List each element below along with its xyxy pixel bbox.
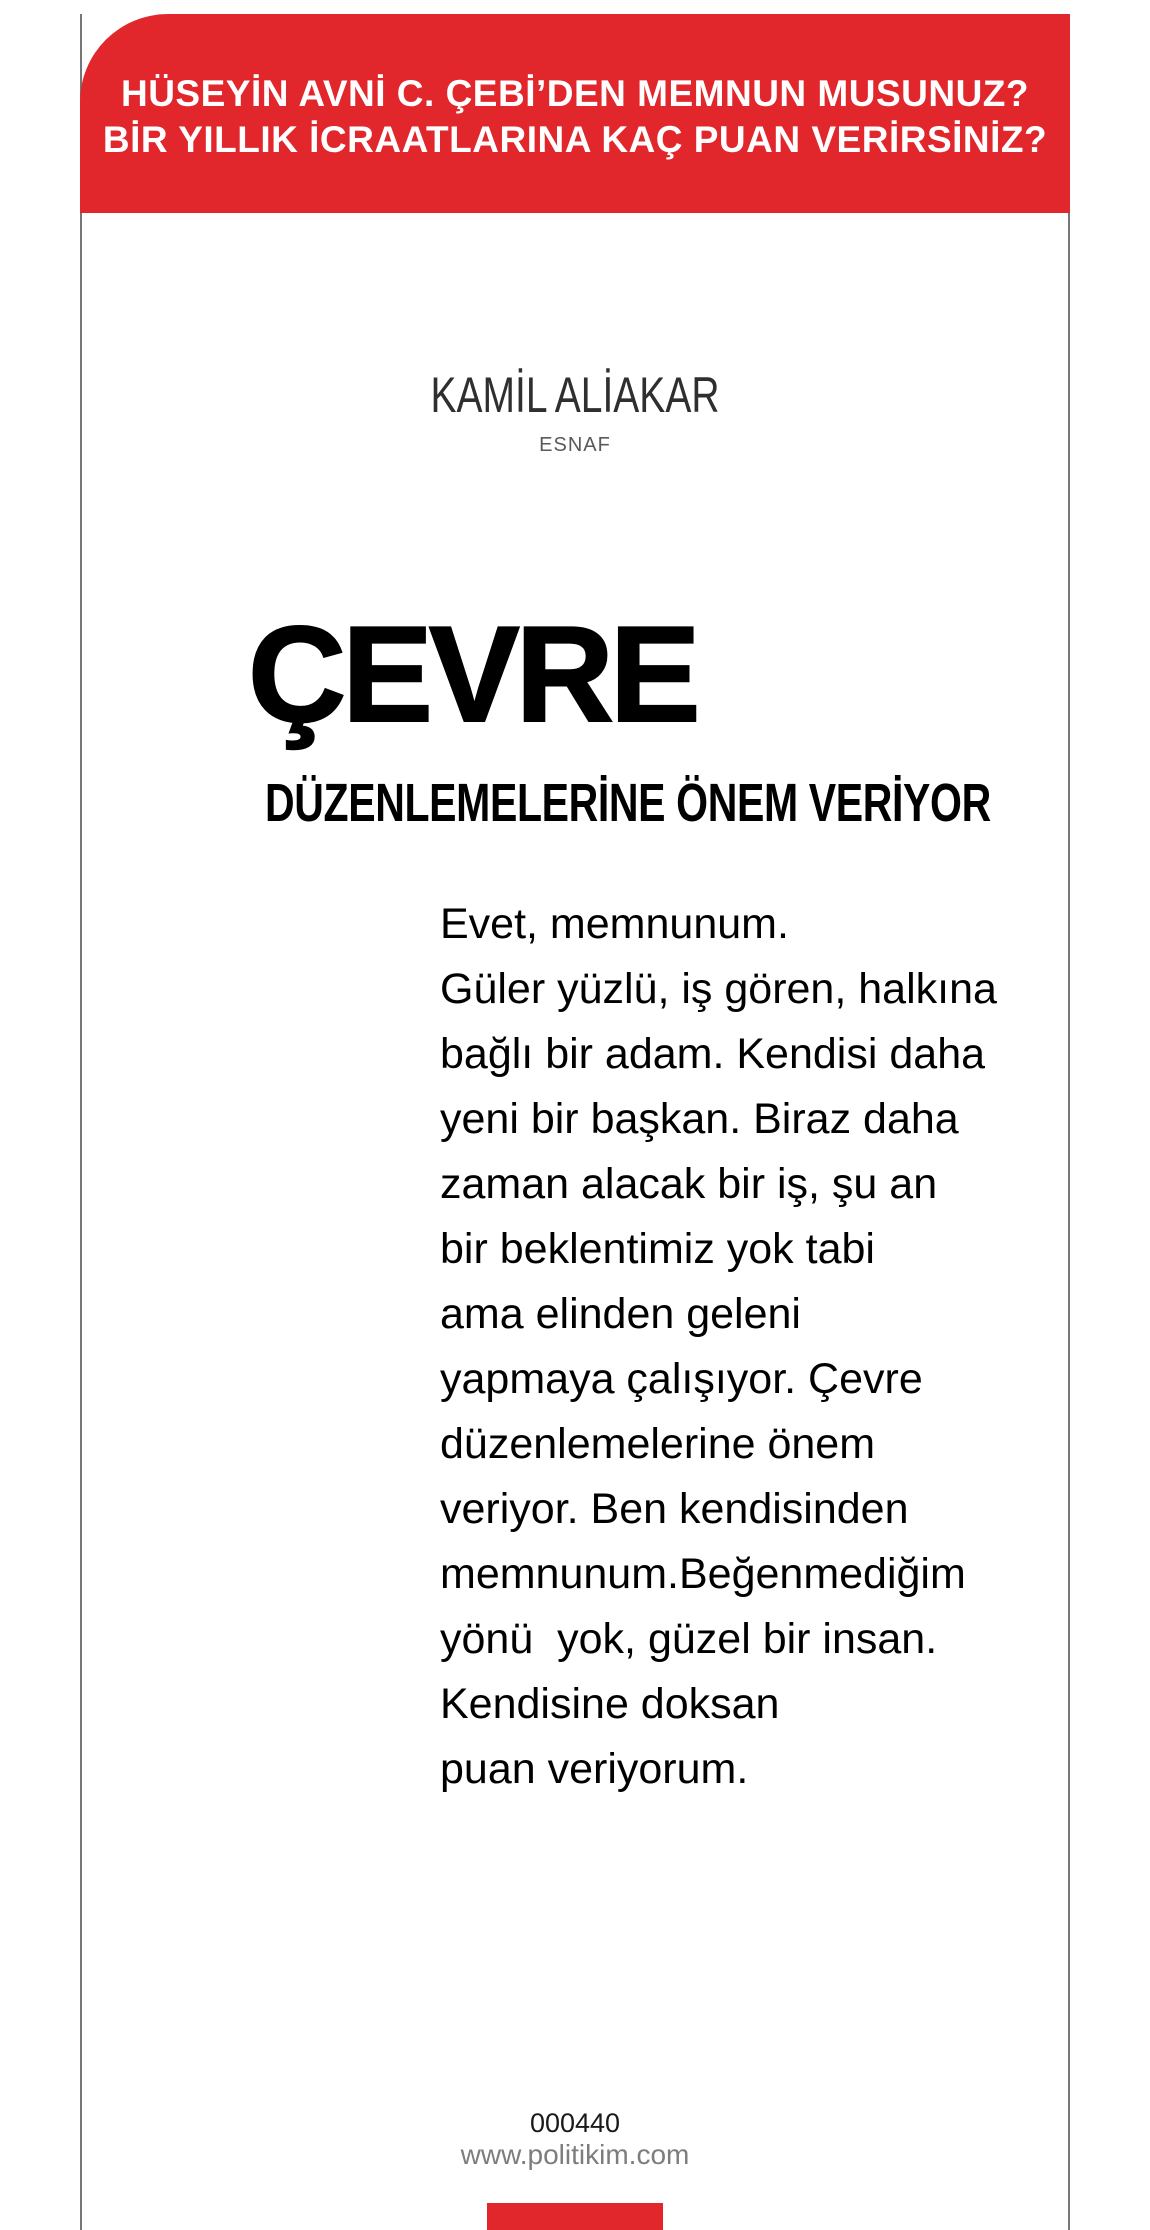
answer-text-line: bağlı bir adam. Kendisi daha — [440, 1030, 986, 1078]
answer-text-line: Güler yüzlü, iş gören, halkına — [440, 965, 997, 1013]
headline-title: ÇEVRE — [248, 598, 697, 750]
page-frame — [80, 14, 1070, 2230]
person-name: KAMİL ALİAKAR — [430, 367, 720, 423]
answer-text-line: Kendisine doksan — [440, 1680, 780, 1728]
bottom-red-tab — [487, 2203, 663, 2230]
headline-subtitle: DÜZENLEMELERİNE ÖNEM VERİYOR — [265, 773, 991, 833]
answer-text-line: ama elinden geleni — [440, 1290, 801, 1338]
answer-text-line: puan veriyorum. — [440, 1745, 749, 1793]
answer-text — [440, 892, 997, 1802]
answer-text-line: yeni bir başkan. Biraz daha — [440, 1095, 959, 1143]
answer-text-line: yapmaya çalışıyor. Çevre — [440, 1355, 923, 1403]
answer-text-line: memnunum.Beğenmediğim — [440, 1550, 966, 1598]
answer-text-line: düzenlemelerine önem — [440, 1420, 876, 1468]
person-role: ESNAF — [539, 434, 611, 456]
answer-text-line: bir beklentimiz yok tabi — [440, 1225, 875, 1273]
question-banner — [80, 14, 1070, 213]
banner-question-line1: HÜSEYİN AVNİ C. ÇEBİ’DEN MEMNUN MUSUNUZ? — [120, 73, 1030, 114]
answer-text-line: yönü yok, güzel bir insan. — [440, 1615, 938, 1663]
footer-website: www.politikim.com — [460, 2139, 690, 2170]
banner-question-line2: BİR YILLIK İCRAATLARINA KAÇ PUAN VERİRSİNİZ? — [102, 119, 1048, 160]
answer-text-line: Evet, memnunum. — [440, 900, 789, 948]
answer-text-line: zaman alacak bir iş, şu an — [440, 1160, 938, 1208]
answer-text-line: veriyor. Ben kendisinden — [440, 1485, 909, 1533]
footer-code: 000440 — [529, 2108, 621, 2138]
